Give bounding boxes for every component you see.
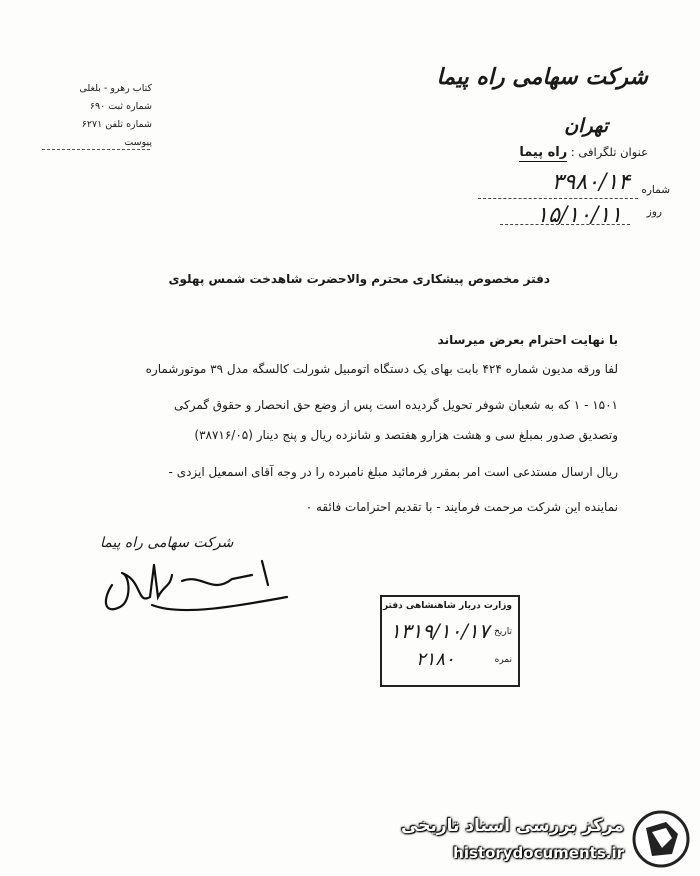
- handwritten-signature: [92, 545, 292, 625]
- body-line-2: ۱۵۰۱ - ۱ که به شعبان شوفر تحویل گردیده است پس از وضع حق انحصار و حقوق گمرکی: [174, 398, 618, 412]
- info-line-4: پیوست: [124, 137, 152, 148]
- recipient: دفتر مخصوص پیشکاری محترم والاحضرت شاهدخت شمس پهلوی: [168, 272, 550, 286]
- stamp-title: وزارت دربار شاهنشاهی دفتر: [382, 601, 512, 611]
- body-line-3: وتصدیق صدور بمبلغ سی و هشت هزارو هفتصد و شانزده ریال و پنج دینار (۳۸۷۱۶/۰۵): [194, 428, 618, 442]
- date-line: [500, 224, 630, 225]
- number-line: [478, 198, 638, 199]
- letterhead-left-info: [42, 80, 152, 155]
- stamp-number-label: نمره: [494, 655, 512, 665]
- stamp-number-value: ۲۱۸۰: [416, 649, 455, 670]
- watermark: [401, 808, 694, 870]
- company-city: تهران: [564, 115, 608, 137]
- info-line-2: شماره ثبت ۶۹۰: [89, 101, 152, 112]
- date-value: ۱۵/۱۰/۱۱: [536, 203, 622, 228]
- number-label: شماره: [641, 184, 670, 196]
- body-line-5: نماینده این شرکت مرحمت فرمایند - با تقدیم احترامات فائقه ۰: [305, 500, 618, 514]
- body-line-4: ریال ارسال مستدعی است امر بمقرر فرمائید مبلغ نامبرده را در وجه آقای اسمعیل ایزدی -: [168, 465, 618, 479]
- watermark-url: historydocuments.ir: [453, 844, 624, 862]
- info-line-1: کتاب رهرو - بلغلی: [79, 83, 152, 94]
- greeting: با نهایت احترام بعرض میرساند: [437, 333, 618, 347]
- stamp-date-value: ۱۳۱۹/۱۰/۱۷: [390, 619, 490, 643]
- body-line-1: لفا ورقه مدیون شماره ۴۲۴ بابت بهای یک دستگاه اتومبیل شورلت کالسگه مدل ۳۹ موتورشماره: [145, 362, 618, 376]
- stamp-date-label: تاریخ: [494, 627, 512, 637]
- watermark-name: مرکز بررسی اسناد تاریخی: [401, 816, 624, 836]
- archive-logo-icon: [632, 810, 690, 868]
- telegraph-label: عنوان تلگرافی :: [570, 145, 648, 159]
- company-name: شرکت سهامی راه پیما: [436, 64, 648, 90]
- signature-company: شرکت سهامی راه پیما: [100, 535, 234, 551]
- registry-stamp: [380, 595, 520, 687]
- date-label: روز: [646, 206, 662, 218]
- info-line-3: شماره تلفن ۶۲۷۱: [81, 119, 152, 130]
- number-value: ۳۹۸۰/۱۴: [551, 170, 630, 195]
- telegraph-value: راه پیما: [519, 145, 568, 160]
- telegraph-address: [519, 145, 648, 160]
